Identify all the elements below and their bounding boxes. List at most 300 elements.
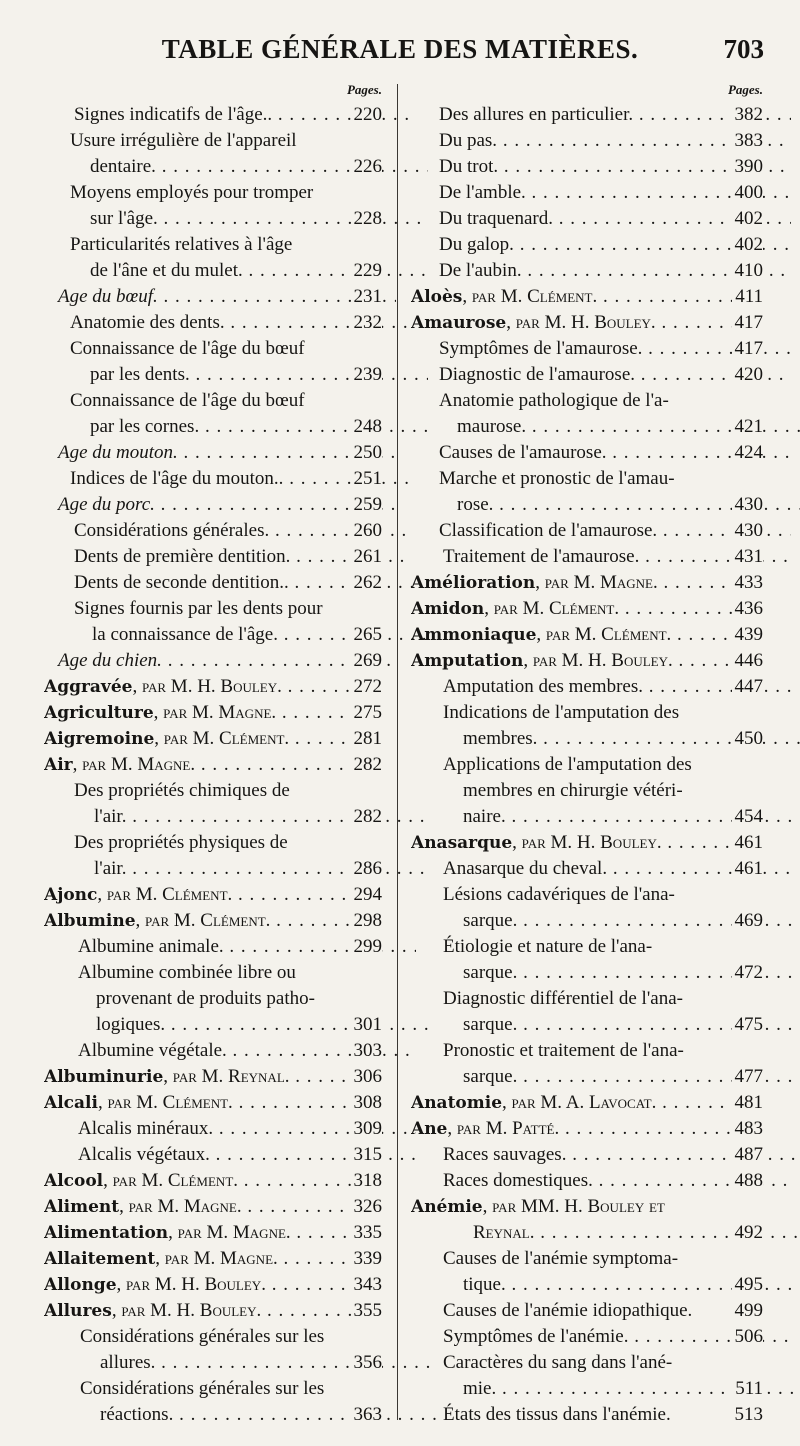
toc-entry-label: sarque. bbox=[463, 910, 518, 931]
toc-page-number: 262 bbox=[351, 570, 383, 596]
toc-entry-author: , par M. H. Bouley. bbox=[132, 676, 282, 697]
toc-entry-author: , par M. Magne. bbox=[119, 1196, 242, 1217]
toc-page-number: 417 bbox=[732, 336, 764, 362]
toc-entry bbox=[411, 154, 763, 180]
toc-entry-text bbox=[44, 180, 408, 206]
toc-entry bbox=[411, 206, 763, 232]
toc-entry-label: Connaissance de l'âge du bœuf bbox=[70, 338, 305, 359]
toc-entry-text bbox=[44, 1168, 382, 1194]
toc-page-number: 239 bbox=[351, 362, 383, 388]
toc-entry-text bbox=[411, 1116, 763, 1142]
toc-entry bbox=[411, 128, 763, 154]
toc-page-number: 383 bbox=[732, 128, 764, 154]
toc-entry bbox=[44, 1350, 382, 1376]
toc-entry bbox=[44, 544, 382, 570]
toc-entry-author: , par M. A. Lavocat. bbox=[502, 1092, 657, 1113]
toc-entry-author: , par M. Clément. bbox=[536, 624, 672, 645]
toc-entry-text bbox=[411, 596, 763, 622]
toc-entry-author: , par M. Magne. bbox=[155, 1248, 278, 1269]
toc-entry-text bbox=[44, 648, 396, 674]
toc-entry bbox=[44, 830, 382, 856]
toc-entry-text bbox=[411, 622, 763, 648]
toc-entry-text bbox=[44, 778, 412, 804]
toc-entry bbox=[411, 1116, 763, 1142]
toc-page-number: 269 bbox=[351, 648, 383, 674]
toc-entry-text bbox=[411, 1090, 763, 1116]
toc-entry-label: naire. bbox=[463, 806, 506, 827]
toc-entry bbox=[411, 674, 763, 700]
toc-entry-label: Symptômes de l'anémie. bbox=[443, 1326, 629, 1347]
toc-entry-author: , par M. Magne. bbox=[153, 702, 277, 723]
toc-entry-label: par les dents. bbox=[90, 364, 190, 385]
toc-entry-text bbox=[411, 1246, 795, 1272]
toc-page-number: 417 bbox=[732, 310, 764, 336]
toc-page-number: 309 bbox=[351, 1116, 383, 1142]
toc-entry-label: États des tissus dans l'anémie. bbox=[443, 1404, 671, 1425]
toc-entry-text bbox=[44, 1324, 418, 1350]
toc-entry bbox=[44, 960, 382, 986]
toc-entry bbox=[411, 232, 763, 258]
toc-entry bbox=[411, 752, 763, 778]
toc-entry-headword: Agriculture bbox=[44, 703, 154, 723]
toc-page-number: 318 bbox=[351, 1168, 383, 1194]
toc-entry bbox=[411, 570, 763, 596]
toc-page-number: 483 bbox=[732, 1116, 764, 1142]
toc-entry bbox=[44, 596, 382, 622]
toc-entry bbox=[44, 414, 382, 440]
toc-entry-label: Amputation des membres. bbox=[443, 676, 643, 697]
toc-entry-headword: Anasarque bbox=[411, 833, 513, 853]
toc-entry-text bbox=[44, 1090, 382, 1116]
toc-page-number: 226 bbox=[351, 154, 383, 180]
toc-entry bbox=[411, 934, 763, 960]
toc-entry-author: , par M. Patté. bbox=[447, 1118, 560, 1139]
toc-page-number: 431 bbox=[732, 544, 764, 570]
toc-page-number: 275 bbox=[351, 700, 383, 726]
toc-entry-text bbox=[44, 1272, 382, 1298]
toc-entry-text bbox=[411, 1038, 795, 1064]
toc-entry-text bbox=[44, 440, 396, 466]
toc-entry-label: De l'amble. bbox=[439, 182, 526, 203]
toc-entry bbox=[44, 674, 382, 700]
toc-page-number: 272 bbox=[351, 674, 383, 700]
toc-entry bbox=[411, 284, 763, 310]
toc-entry-label: provenant de produits patho- bbox=[96, 988, 315, 1009]
toc-page-number: 259 bbox=[351, 492, 383, 518]
toc-entry bbox=[44, 466, 382, 492]
toc-entry bbox=[44, 518, 382, 544]
toc-entry bbox=[44, 1116, 382, 1142]
toc-entry bbox=[44, 362, 382, 388]
toc-entry-label: membres en chirurgie vétéri- bbox=[463, 780, 683, 801]
toc-page-number: 411 bbox=[732, 284, 763, 310]
toc-entry-label: Signes indicatifs de l'âge.. bbox=[74, 104, 273, 125]
toc-entry-text bbox=[411, 388, 791, 414]
toc-entry bbox=[44, 1064, 382, 1090]
toc-entry bbox=[411, 1064, 763, 1090]
toc-page-number: 231 bbox=[351, 284, 383, 310]
toc-entry-text bbox=[44, 726, 382, 752]
toc-entry-author: , par M. Clément. bbox=[103, 1170, 239, 1191]
toc-entry-label: Alcalis végétaux. bbox=[78, 1144, 210, 1165]
toc-page-number: 301 bbox=[351, 1012, 383, 1038]
toc-entry-text bbox=[44, 1298, 382, 1324]
toc-entry bbox=[411, 1350, 763, 1376]
toc-entry bbox=[411, 1038, 763, 1064]
toc-page-number: 492 bbox=[732, 1220, 764, 1246]
right-column bbox=[411, 82, 763, 1428]
toc-page-number: 248 bbox=[351, 414, 383, 440]
toc-entry-label: Usure irrégulière de l'appareil bbox=[70, 130, 297, 151]
toc-page-number: 472 bbox=[732, 960, 764, 986]
page-number: 703 bbox=[723, 34, 764, 64]
toc-entry bbox=[44, 1194, 382, 1220]
toc-entry-label: Des allures en particulier. bbox=[439, 104, 634, 125]
toc-entry-label: Caractères du sang dans l'ané- bbox=[443, 1352, 673, 1373]
toc-entry-text bbox=[44, 1194, 382, 1220]
toc-page-number: 251 bbox=[351, 466, 383, 492]
toc-entry bbox=[44, 856, 382, 882]
toc-entry bbox=[411, 310, 763, 336]
toc-entry-label: Causes de l'amaurose. bbox=[439, 442, 607, 463]
toc-entry-text bbox=[411, 778, 800, 804]
toc-entry bbox=[411, 1324, 763, 1350]
toc-entry-headword: Aggravée bbox=[44, 677, 133, 697]
toc-entry bbox=[44, 778, 382, 804]
toc-entry bbox=[44, 128, 382, 154]
toc-entry-label: Age du chien. bbox=[58, 650, 162, 671]
toc-entry-label: Particularités relatives à l'âge bbox=[70, 234, 293, 255]
toc-entry bbox=[411, 804, 763, 830]
toc-entry-label: Marche et pronostic de l'amau- bbox=[439, 468, 675, 489]
toc-entry bbox=[44, 310, 382, 336]
toc-entry-label: Anatomie pathologique de l'a- bbox=[439, 390, 669, 411]
toc-entry-text bbox=[44, 700, 382, 726]
toc-entry bbox=[44, 1038, 382, 1064]
toc-entry bbox=[44, 1402, 382, 1428]
toc-entry-label: logiques. bbox=[96, 1014, 166, 1035]
toc-page-number: 402 bbox=[732, 232, 764, 258]
toc-entry bbox=[44, 1246, 382, 1272]
toc-entry-text bbox=[44, 336, 408, 362]
toc-entry-label: Considérations générales sur les bbox=[80, 1378, 325, 1399]
toc-entry-label: Connaissance de l'âge du bœuf bbox=[70, 390, 305, 411]
toc-entry-headword: Amidon bbox=[411, 599, 485, 619]
toc-entry-headword: Alimentation bbox=[44, 1223, 169, 1243]
toc-entry bbox=[44, 1090, 382, 1116]
toc-entry-label: Dents de première dentition. bbox=[74, 546, 291, 567]
toc-entry-label: Étiologie et nature de l'ana- bbox=[443, 936, 653, 957]
toc-page-number: 488 bbox=[732, 1168, 764, 1194]
toc-page-number: 446 bbox=[732, 648, 764, 674]
toc-entry-headword: Alcool bbox=[44, 1171, 104, 1191]
toc-entry-headword: Ajonc bbox=[44, 885, 98, 905]
toc-entry-label: sur l'âge. bbox=[90, 208, 158, 229]
toc-entry-headword: Amaurose bbox=[411, 313, 507, 333]
toc-entry bbox=[44, 908, 382, 934]
toc-entry-author: , par M. Magne. bbox=[72, 754, 196, 775]
toc-entry-text bbox=[411, 466, 791, 492]
toc-page-number: 303 bbox=[351, 1038, 383, 1064]
toc-entry-headword: Ammoniaque bbox=[411, 625, 537, 645]
toc-entry bbox=[411, 830, 763, 856]
toc-entry bbox=[411, 414, 763, 440]
toc-entry-headword: Aigremoine bbox=[44, 729, 155, 749]
toc-entry-text bbox=[44, 596, 412, 622]
toc-entry bbox=[411, 882, 763, 908]
toc-entry bbox=[44, 1324, 382, 1350]
toc-page-number: 339 bbox=[351, 1246, 383, 1272]
toc-entry-label: Lésions cadavériques de l'ana- bbox=[443, 884, 675, 905]
toc-entry-author: , par M. H. Bouley. bbox=[116, 1274, 266, 1295]
toc-entry bbox=[411, 1402, 763, 1428]
toc-entry-label: Diagnostic de l'amaurose. bbox=[439, 364, 636, 385]
toc-entry bbox=[411, 1012, 763, 1038]
toc-entry-label: Considérations générales sur les bbox=[80, 1326, 325, 1347]
pages-label-right: Pages. bbox=[727, 82, 763, 97]
toc-entry-label: Moyens employés pour tromper bbox=[70, 182, 314, 203]
toc-entry-author: , par M. Clément. bbox=[97, 884, 233, 905]
toc-entry-author: , par M. Clément. bbox=[462, 286, 598, 307]
toc-entry bbox=[44, 1376, 382, 1402]
toc-page-number: 436 bbox=[732, 596, 764, 622]
toc-entry bbox=[44, 622, 382, 648]
toc-entry-label: Albumine végétale. bbox=[78, 1040, 227, 1061]
toc-entry-label: Anatomie des dents. bbox=[70, 312, 225, 333]
toc-entry-headword: Anatomie bbox=[411, 1093, 503, 1113]
toc-entry bbox=[411, 492, 763, 518]
toc-entry-text bbox=[44, 908, 382, 934]
toc-page-number: 261 bbox=[351, 544, 383, 570]
toc-entry-label: Symptômes de l'amaurose. bbox=[439, 338, 643, 359]
toc-page-number: 421 bbox=[732, 414, 764, 440]
toc-entry-label: l'air. bbox=[94, 806, 127, 827]
toc-entry-label: Du galop. bbox=[439, 234, 514, 255]
toc-page-number: 499 bbox=[732, 1298, 764, 1324]
toc-entry-label: Anasarque du cheval. bbox=[443, 858, 608, 879]
toc-entry bbox=[44, 726, 382, 752]
toc-entry bbox=[411, 700, 763, 726]
toc-page-number: 220 bbox=[351, 102, 383, 128]
toc-entry bbox=[44, 648, 382, 674]
toc-entry-label: sarque. bbox=[463, 1014, 518, 1035]
toc-entry bbox=[411, 1272, 763, 1298]
toc-entry-text bbox=[44, 752, 382, 778]
toc-page-number: 420 bbox=[732, 362, 764, 388]
toc-entry-label: l'air. bbox=[94, 858, 127, 879]
toc-entry-headword: Allaitement bbox=[44, 1249, 156, 1269]
toc-entry bbox=[411, 778, 763, 804]
toc-entry-text bbox=[411, 1350, 795, 1376]
toc-entry-text bbox=[411, 570, 763, 596]
toc-entry-label: Age du porc. bbox=[58, 494, 155, 515]
toc-page-number: 260 bbox=[351, 518, 383, 544]
toc-entry-label: Pronostic et traitement de l'ana- bbox=[443, 1040, 684, 1061]
toc-entry-text bbox=[44, 1376, 418, 1402]
toc-entry-text bbox=[44, 882, 382, 908]
toc-entry bbox=[44, 102, 382, 128]
toc-page-number: 430 bbox=[732, 492, 764, 518]
toc-page-number: 475 bbox=[732, 1012, 764, 1038]
toc-entry-text bbox=[44, 830, 412, 856]
toc-entry bbox=[44, 180, 382, 206]
toc-entry bbox=[411, 1090, 763, 1116]
toc-page-number: 382 bbox=[732, 102, 764, 128]
toc-entry-label: Alcalis minéraux. bbox=[78, 1118, 214, 1139]
toc-entry bbox=[411, 544, 763, 570]
toc-page-number: 286 bbox=[351, 856, 383, 882]
toc-entry-text bbox=[411, 310, 763, 336]
toc-page-number: 410 bbox=[732, 258, 764, 284]
toc-page-number: 308 bbox=[351, 1090, 383, 1116]
toc-entry-text bbox=[44, 1064, 382, 1090]
toc-entry bbox=[44, 1012, 382, 1038]
toc-entry bbox=[411, 1168, 763, 1194]
toc-entry-label: Albumine animale. bbox=[78, 936, 224, 957]
toc-entry-label: par les cornes. bbox=[90, 416, 200, 437]
toc-entry-text bbox=[44, 986, 434, 1012]
toc-entry bbox=[44, 1272, 382, 1298]
toc-entry-headword: Anémie bbox=[411, 1197, 483, 1217]
toc-entry-headword: Aloès bbox=[411, 287, 463, 307]
toc-entry bbox=[44, 986, 382, 1012]
toc-entry-text bbox=[411, 934, 795, 960]
toc-entry bbox=[411, 1376, 763, 1402]
toc-entry bbox=[44, 804, 382, 830]
toc-page-number: 335 bbox=[351, 1220, 383, 1246]
toc-entry-author: , par M. Clément. bbox=[97, 1092, 233, 1113]
toc-entry bbox=[411, 1298, 763, 1324]
toc-entry-label: de l'âne et du mulet. bbox=[90, 260, 243, 281]
toc-entry-label: membres. bbox=[463, 728, 538, 749]
toc-entry-text bbox=[411, 648, 763, 674]
toc-entry bbox=[411, 1194, 763, 1220]
toc-entry bbox=[411, 180, 763, 206]
toc-page-number: 481 bbox=[732, 1090, 764, 1116]
toc-entry-label: De l'aubin. bbox=[439, 260, 522, 281]
toc-entry-text bbox=[411, 700, 795, 726]
left-column bbox=[44, 82, 382, 1428]
toc-page-number: 402 bbox=[732, 206, 764, 232]
toc-page-number: 326 bbox=[351, 1194, 383, 1220]
toc-entry-text bbox=[411, 882, 795, 908]
toc-entry-text bbox=[411, 284, 763, 310]
toc-page-number: 513 bbox=[732, 1402, 764, 1428]
toc-entry bbox=[44, 1298, 382, 1324]
toc-entry-label: Races domestiques. bbox=[443, 1170, 593, 1191]
toc-page-number: 315 bbox=[351, 1142, 383, 1168]
toc-page-number: 299 bbox=[351, 934, 383, 960]
toc-entry-label: Traitement de l'amaurose. bbox=[443, 546, 640, 567]
toc-entry-headword: Albuminurie bbox=[44, 1067, 164, 1087]
toc-entry-headword: Ane bbox=[411, 1119, 448, 1139]
toc-entry bbox=[44, 1142, 382, 1168]
toc-entry-label: Classification de l'amaurose. bbox=[439, 520, 658, 541]
toc-entry-text bbox=[411, 1194, 763, 1220]
toc-entry-label: Des propriétés chimiques de bbox=[74, 780, 290, 801]
toc-entry-label: Diagnostic différentiel de l'ana- bbox=[443, 988, 683, 1009]
toc-entry-label: sarque. bbox=[463, 1066, 518, 1087]
toc-entry-text bbox=[411, 986, 795, 1012]
toc-entry bbox=[411, 648, 763, 674]
toc-entry bbox=[411, 466, 763, 492]
toc-page-number: 511 bbox=[732, 1376, 763, 1402]
toc-page-number: 469 bbox=[732, 908, 764, 934]
toc-page-number: 506 bbox=[732, 1324, 764, 1350]
toc-entry bbox=[44, 336, 382, 362]
toc-entry bbox=[44, 934, 382, 960]
toc-entry-text bbox=[44, 284, 396, 310]
toc-page-number: 433 bbox=[732, 570, 764, 596]
running-head bbox=[0, 34, 800, 74]
toc-entry-label: Signes fournis par les dents pour bbox=[74, 598, 323, 619]
toc-entry bbox=[411, 362, 763, 388]
toc-entry bbox=[44, 232, 382, 258]
toc-page-number: 487 bbox=[732, 1142, 764, 1168]
toc-entry-author: , par M. Clément. bbox=[484, 598, 620, 619]
toc-entry-label: Des propriétés physiques de bbox=[74, 832, 288, 853]
toc-entry-label: Applications de l'amputation des bbox=[443, 754, 692, 775]
toc-entry bbox=[411, 596, 763, 622]
toc-page-number: 294 bbox=[351, 882, 383, 908]
toc-page-number: 306 bbox=[351, 1064, 383, 1090]
toc-page-number: 430 bbox=[732, 518, 764, 544]
toc-entry-text bbox=[411, 830, 763, 856]
toc-entry-text bbox=[44, 492, 396, 518]
toc-entry-label: Considérations générales. bbox=[74, 520, 270, 541]
toc-entry-label: Du pas. bbox=[439, 130, 498, 151]
toc-entry-author: , par M. Clément. bbox=[154, 728, 290, 749]
toc-entry bbox=[44, 258, 382, 284]
toc-page-number: 390 bbox=[732, 154, 764, 180]
toc-entry-headword: Albumine bbox=[44, 911, 136, 931]
toc-page-number: 298 bbox=[351, 908, 383, 934]
toc-entry-author: , par M. Magne. bbox=[535, 572, 658, 593]
toc-page-number: 477 bbox=[732, 1064, 764, 1090]
toc-entry-label: Dents de seconde dentition.. bbox=[74, 572, 289, 593]
toc-entry bbox=[44, 492, 382, 518]
toc-entry-headword: Amélioration bbox=[411, 573, 536, 593]
toc-entry-author: , par MM. H. Bouley et bbox=[482, 1196, 665, 1217]
toc-entry-headword: Allonge bbox=[44, 1275, 117, 1295]
toc-entry-author: , par M. H. Bouley. bbox=[111, 1300, 262, 1321]
toc-entry-headword: Air bbox=[44, 755, 73, 775]
toc-entry bbox=[44, 700, 382, 726]
toc-entry-headword: Amputation bbox=[411, 651, 524, 671]
toc-entry-headword: Aliment bbox=[44, 1197, 120, 1217]
toc-page-number: 355 bbox=[351, 1298, 383, 1324]
toc-page-number: 229 bbox=[351, 258, 383, 284]
toc-entry-label: Albumine combinée libre ou bbox=[78, 962, 296, 983]
toc-entry-text bbox=[44, 128, 408, 154]
toc-entry bbox=[411, 1246, 763, 1272]
toc-entry bbox=[411, 960, 763, 986]
toc-entry bbox=[44, 752, 382, 778]
toc-entry-author: , par M. Reynal. bbox=[163, 1066, 290, 1087]
toc-page-number: 250 bbox=[351, 440, 383, 466]
toc-entry bbox=[44, 1220, 382, 1246]
toc-entry-headword: Alcali bbox=[44, 1093, 98, 1113]
toc-page-number: 454 bbox=[732, 804, 764, 830]
toc-entry bbox=[411, 986, 763, 1012]
page-title: TABLE GÉNÉRALE DES MATIÈRES. bbox=[161, 34, 639, 64]
toc-entry-text bbox=[44, 674, 382, 700]
toc-entry-author: , par M. Magne. bbox=[168, 1222, 291, 1243]
toc-page-number: 461 bbox=[732, 830, 764, 856]
toc-entry bbox=[44, 440, 382, 466]
toc-page-number: 228 bbox=[351, 206, 383, 232]
toc-entry bbox=[411, 388, 763, 414]
